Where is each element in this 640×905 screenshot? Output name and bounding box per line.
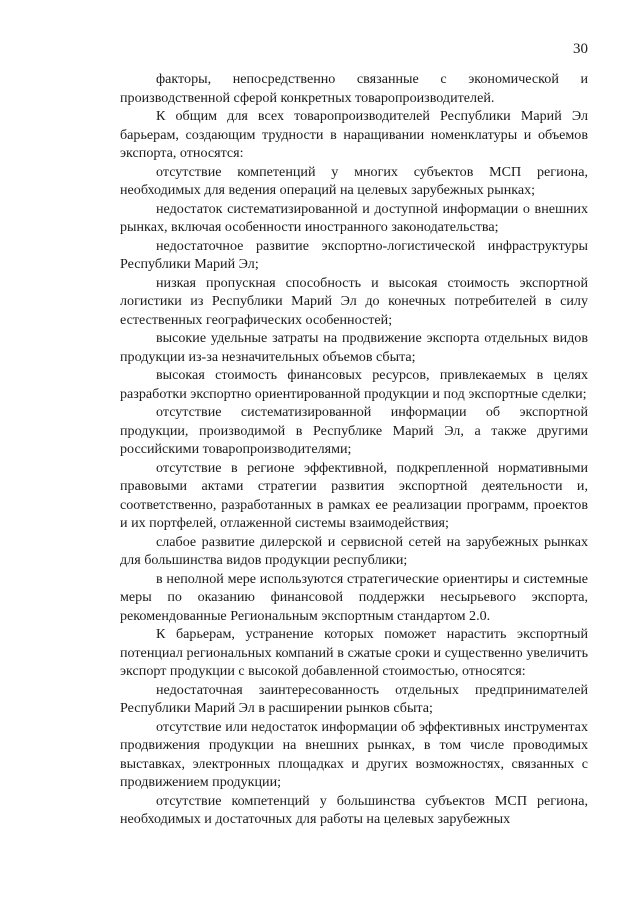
paragraph: недостаток систематизированной и доступной информации о внешних рынках, включая особенности иностранного законодательства; [120,200,588,235]
paragraph: отсутствие в регионе эффективной, подкрепленной нормативными правовыми актами стратегии развития экспортной деятельности и, соответственно, разработанных в рамках ее реализации программ, проектов и их портфелей, отлаженной системы взаимодействия; [120,459,588,531]
paragraph: отсутствие систематизированной информации об экспортной продукции, производимой в Республике Марий Эл, а также другими российскими товаропроизводителями; [120,404,588,457]
paragraph: отсутствие или недостаток информации об эффективных инструментах продвижения продукции на внешних рынках, в том числе проводимых выставках, электронных площадках и других возможностях, связанных с продвижением продукции; [120,718,588,790]
paragraph: высокие удельные затраты на продвижение экспорта отдельных видов продукции из-за незначительных объемов сбыта; [120,330,588,365]
paragraph: факторы, непосредственно связанные с экономической и производственной сферой конкретных товаропроизводителей. [120,71,588,106]
paragraph: низкая пропускная способность и высокая стоимость экспортной логистики из Республики Марий Эл до конечных потребителей в силу естественных географических особенностей; [120,274,588,328]
paragraph: недостаточное развитие экспортно-логистической инфраструктуры Республики Марий Эл; [120,237,588,272]
paragraph: отсутствие компетенций у многих субъектов МСП региона, необходимых для ведения операций на целевых зарубежных рынках; [120,163,588,198]
paragraph: К барьерам, устранение которых поможет нарастить экспортный потенциал региональных компаний в сжатые сроки и существенно увеличить экспорт продукции с высокой добавленной стоимостью, относятся: [120,626,588,679]
paragraph: отсутствие компетенций у большинства субъектов МСП региона, необходимых и достаточных для работы на целевых зарубежных [120,792,588,827]
paragraph: недостаточная заинтересованность отдельных предпринимателей Республики Марий Эл в расширении рынков сбыта; [120,681,588,716]
paragraph: высокая стоимость финансовых ресурсов, привлекаемых в целях разработки экспортно ориентированной продукции и под экспортные сделки; [120,367,588,402]
page-number: 30 [573,41,588,57]
body-text [120,70,588,829]
paragraph: К общим для всех товаропроизводителей Республики Марий Эл барьерам, создающим трудности в наращивании номенклатуры и объемов экспорта, относятся: [120,108,588,161]
paragraph: в неполной мере используются стратегические ориентиры и системные меры по оказанию финансовой поддержки несырьевого экспорта, рекомендованные Региональным экспортным стандартом 2.0. [120,570,588,624]
paragraph: слабое развитие дилерской и сервисной сетей на зарубежных рынках для большинства видов продукции республики; [120,533,588,568]
